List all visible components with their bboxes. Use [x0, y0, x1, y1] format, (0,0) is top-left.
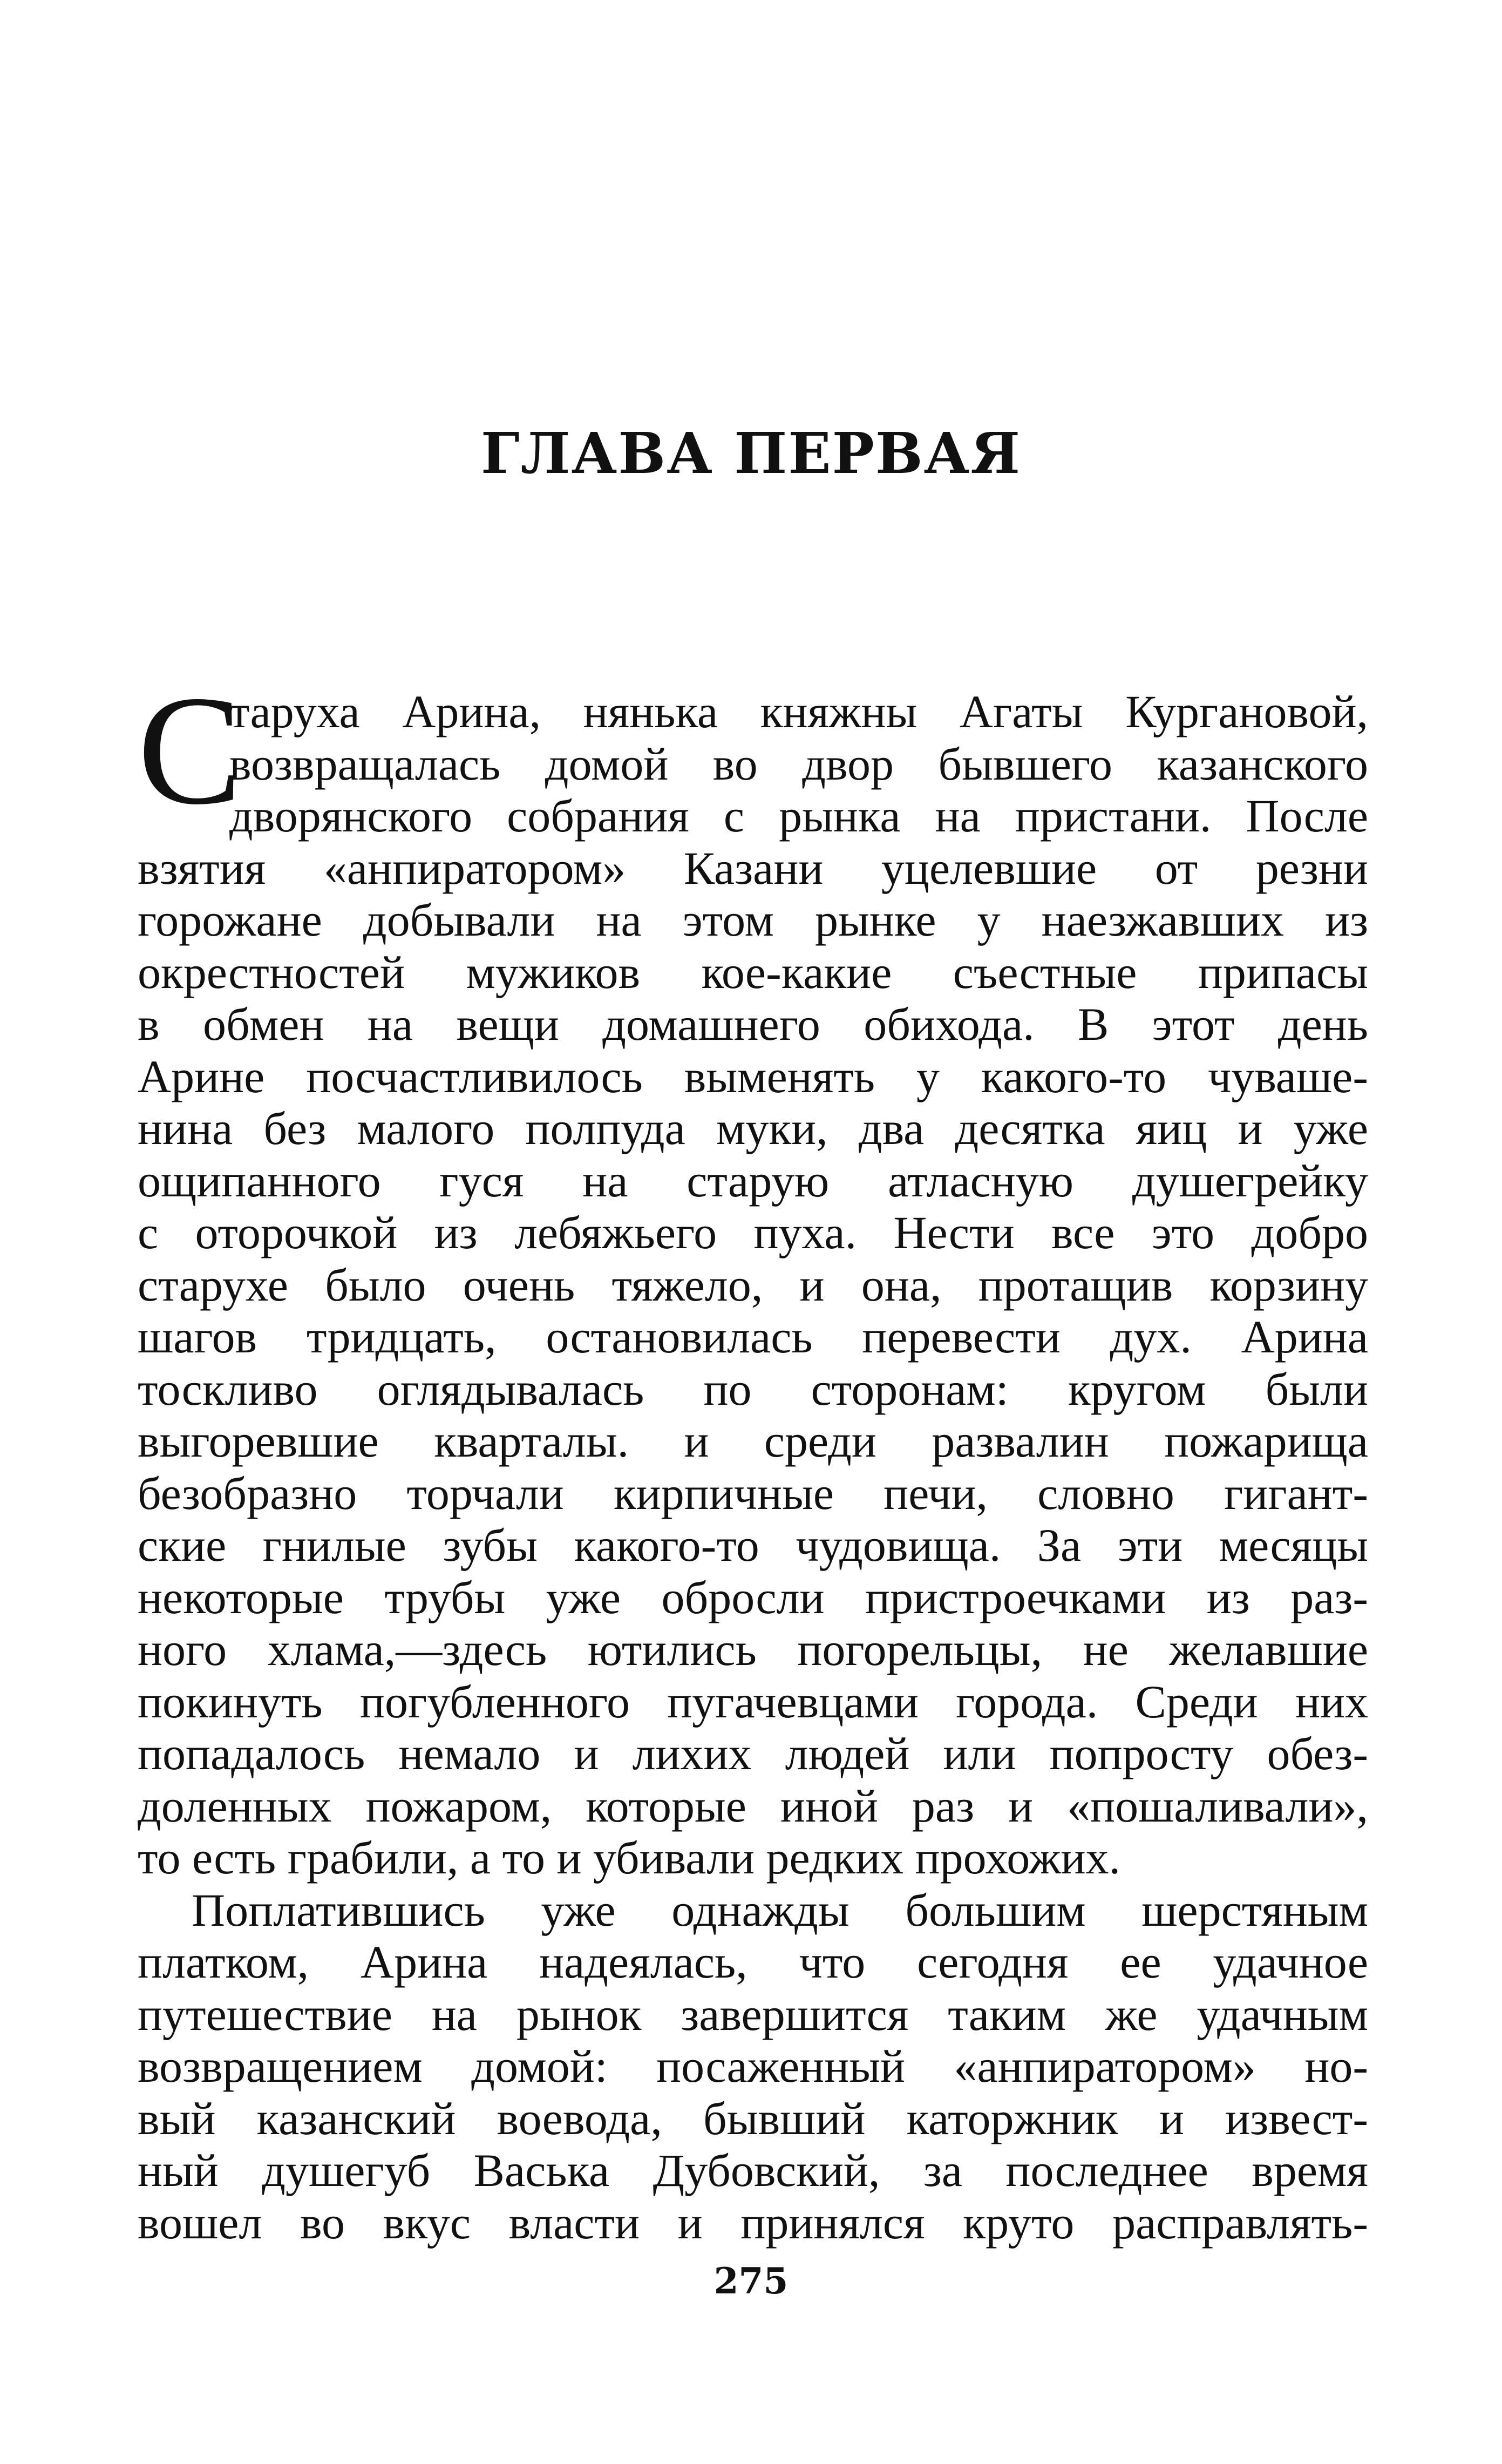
text-line: некоторые трубы уже обросли пристроечками из раз- [138, 1571, 1368, 1623]
paragraph-2 [138, 1884, 1368, 2249]
paragraph-1 [138, 686, 1368, 1884]
text-line: горожане добывали на этом рынке у наезжавших из [138, 894, 1368, 946]
text-line: возвращением домой: посаженный «анпиратором» но- [138, 2040, 1368, 2092]
text-line: попадалось немало и лихих людей или попросту обез- [138, 1728, 1368, 1779]
text-line: Арине посчастливилось выменять у какого-то чуваше- [138, 1050, 1368, 1102]
text-line: ские гнилые зубы какого-то чудовища. За эти месяцы [138, 1519, 1368, 1571]
text-line: возвращалась домой во двор бывшего казанского [229, 737, 1368, 790]
text-line: то есть грабили, а то и убивали редких прохожих. [138, 1832, 1121, 1884]
text-line: ного хлама,—здесь ютились погорельцы, не желавшие [138, 1623, 1368, 1675]
text-line: шагов тридцать, остановилась перевести дух. Арина [138, 1311, 1368, 1363]
text-line: выгоревшие кварталы. и среди развалин пожарища [138, 1415, 1368, 1467]
chapter-title: ГЛАВА ПЕРВАЯ [480, 420, 1022, 486]
text-line: нина без малого полпуда муки, два десятка яиц и уже [138, 1102, 1368, 1154]
text-line: ощипанного гуся на старую атласную душегрейку [138, 1154, 1368, 1207]
text-line: взятия «анпиратором» Казани уцелевшие от резни [138, 842, 1368, 894]
text-line: платком, Арина надеялась, что сегодня ее удачное [138, 1936, 1368, 1988]
drop-cap-letter: С [138, 664, 242, 837]
text-line: таруха Арина, нянька княжны Агаты Кургановой, [229, 686, 1368, 737]
text-line: доленных пожаром, которые иной раз и «пошаливали», [138, 1779, 1368, 1832]
text-line: вошел во вкус власти и принялся круто расправлять- [138, 2196, 1368, 2249]
text-line: путешествие на рынок завершится таким же удачным [138, 1988, 1368, 2040]
text-line: в обмен на вещи домашнего обихода. В этот день [138, 998, 1368, 1050]
text-line: дворянского собрания с рынка на пристани. После [229, 790, 1368, 842]
text-line: безобразно торчали кирпичные печи, словно гигант- [138, 1467, 1368, 1519]
text-line: с оторочкой из лебяжьего пуха. Нести все это добро [138, 1207, 1368, 1258]
body-text [138, 686, 1368, 2249]
text-line: Поплатившись уже однажды большим шерстяным [192, 1884, 1368, 1936]
text-line: старухе было очень тяжело, и она, протащив корзину [138, 1258, 1368, 1311]
text-line: покинуть погубленного пугачевцами города. Среди них [138, 1675, 1368, 1728]
text-line: окрестностей мужиков кое-какие съестные припасы [138, 946, 1368, 998]
page-number: 275 [713, 2260, 789, 2302]
text-line: ный душегуб Васька Дубовский, за последнее время [138, 2144, 1368, 2196]
text-line: тоскливо оглядывалась по сторонам: кругом были [138, 1363, 1368, 1415]
text-line: вый казанский воевода, бывший каторжник и извест- [138, 2092, 1368, 2144]
